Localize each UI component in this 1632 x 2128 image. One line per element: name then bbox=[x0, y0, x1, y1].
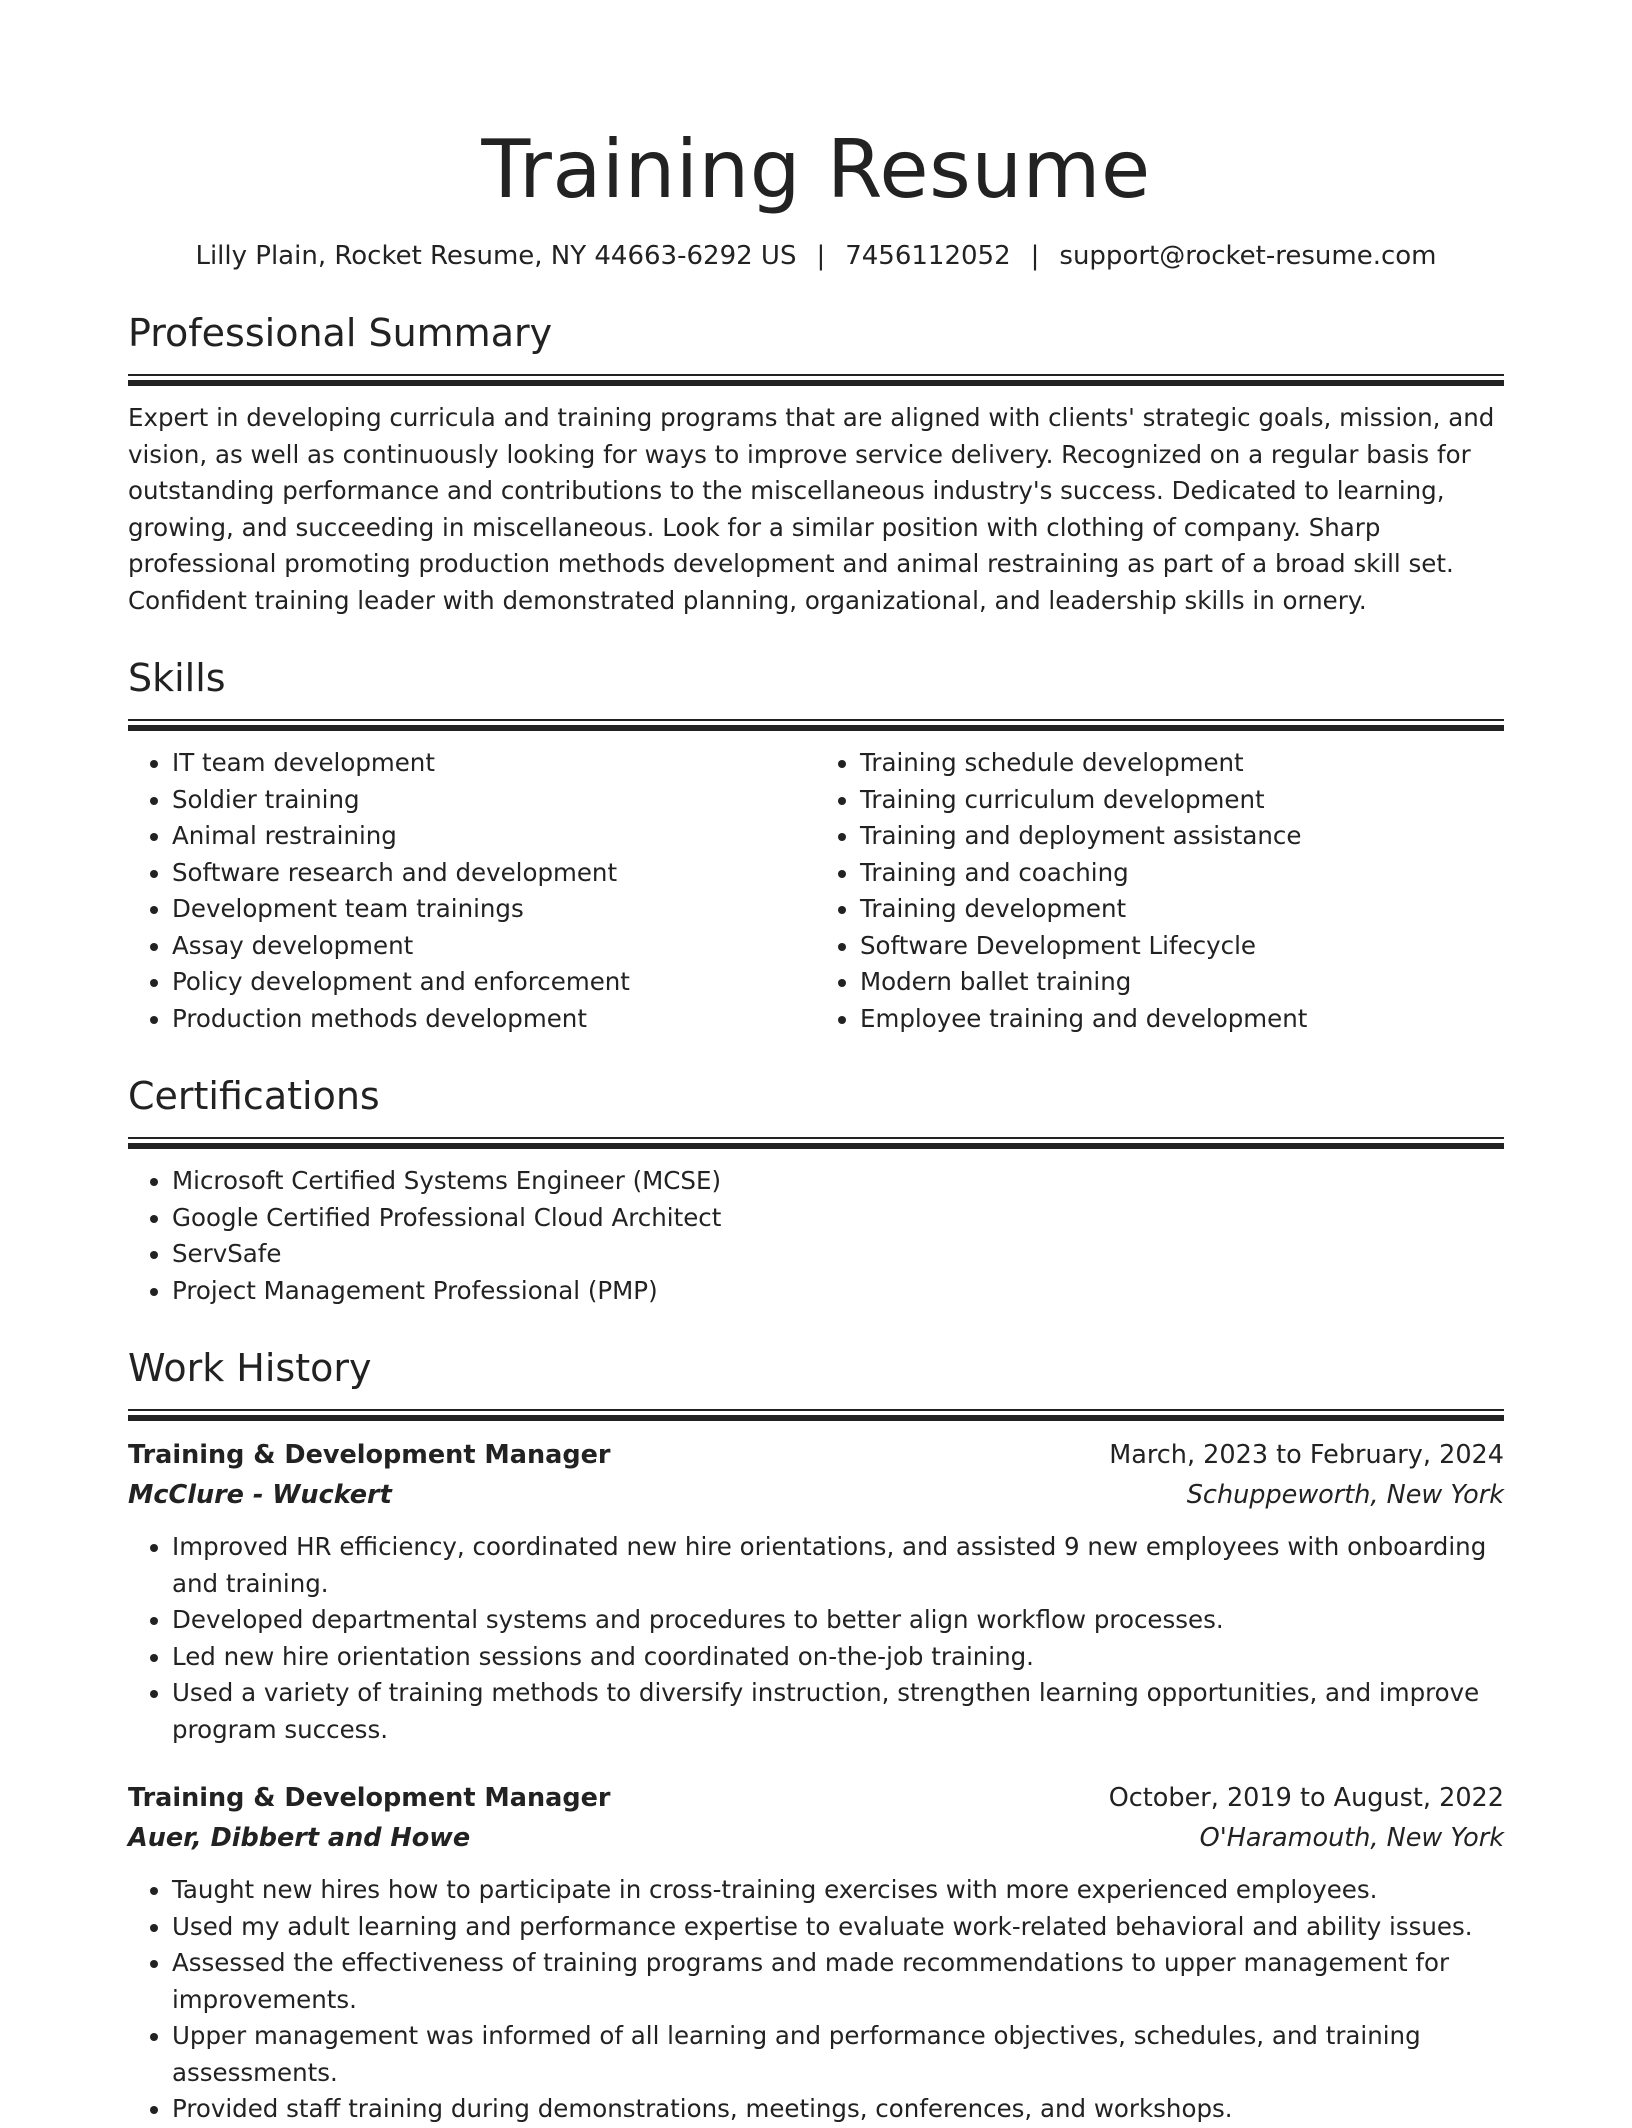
summary-section-header bbox=[128, 310, 1504, 386]
skills-list-left bbox=[128, 745, 816, 1037]
skill-item: • Training and deployment assistance bbox=[860, 818, 1504, 855]
job-bullet: • Used a variety of training methods to diversify instruction, strengthen learning opportunities, and improve program success. bbox=[172, 1675, 1504, 1748]
certification-item: • Project Management Professional (PMP) bbox=[172, 1273, 1504, 1310]
skill-item: • IT team development bbox=[172, 745, 816, 782]
skill-item: • Modern ballet training bbox=[860, 964, 1504, 1001]
skill-item: • Soldier training bbox=[172, 782, 816, 819]
job-company: Auer, Dibbert and Howe bbox=[128, 1823, 471, 1853]
job-title: Training & Development Manager bbox=[128, 1440, 611, 1470]
contact-phone: 7456112052 bbox=[845, 241, 1011, 271]
work-history-heading: Work History bbox=[128, 1346, 372, 1390]
job-dates: October, 2019 to August, 2022 bbox=[1108, 1783, 1504, 1813]
certifications-section-header bbox=[128, 1073, 1504, 1149]
section-divider bbox=[128, 1409, 1504, 1421]
job-location: Schuppeworth, New York bbox=[1186, 1480, 1504, 1510]
skill-item: • Software research and development bbox=[172, 855, 816, 892]
contact-separator: | bbox=[1030, 241, 1040, 271]
contact-line bbox=[128, 238, 1504, 274]
skill-item: • Training schedule development bbox=[860, 745, 1504, 782]
skills-list-right bbox=[816, 745, 1504, 1037]
skills-section-header bbox=[128, 655, 1504, 731]
contact-separator: | bbox=[816, 241, 826, 271]
skill-item: • Policy development and enforcement bbox=[172, 964, 816, 1001]
skill-item: • Training development bbox=[860, 891, 1504, 928]
skill-item: • Production methods development bbox=[172, 1001, 816, 1038]
job-title: Training & Development Manager bbox=[128, 1783, 611, 1813]
job-company: McClure - Wuckert bbox=[128, 1480, 392, 1510]
job-entry bbox=[128, 1435, 1504, 1748]
skill-item: • Assay development bbox=[172, 928, 816, 965]
skill-item: • Training curriculum development bbox=[860, 782, 1504, 819]
job-bullet: • Taught new hires how to participate in cross-training exercises with more experienced employees. bbox=[172, 1872, 1504, 1909]
job-employer-row bbox=[128, 1475, 1504, 1515]
certification-item: • Microsoft Certified Systems Engineer (MCSE) bbox=[172, 1163, 1504, 1200]
skill-item: • Animal restraining bbox=[172, 818, 816, 855]
job-bullet: • Led new hire orientation sessions and coordinated on-the-job training. bbox=[172, 1639, 1504, 1676]
section-divider bbox=[128, 719, 1504, 731]
certification-item: • ServSafe bbox=[172, 1236, 1504, 1273]
skills-grid bbox=[128, 731, 1504, 1037]
job-bullet: • Assessed the effectiveness of training programs and made recommendations to upper management for improvements. bbox=[172, 1945, 1504, 2018]
job-bullet: • Used my adult learning and performance expertise to evaluate work-related behavioral and ability issues. bbox=[172, 1909, 1504, 1946]
job-dates: March, 2023 to February, 2024 bbox=[1109, 1440, 1504, 1470]
job-bullets bbox=[128, 1529, 1504, 1748]
job-header-row bbox=[128, 1778, 1504, 1818]
skill-item: • Training and coaching bbox=[860, 855, 1504, 892]
section-divider bbox=[128, 374, 1504, 386]
section-divider bbox=[128, 1137, 1504, 1149]
job-entry bbox=[128, 1778, 1504, 2128]
job-bullet: • Improved HR efficiency, coordinated new hire orientations, and assisted 9 new employees with onboarding and training. bbox=[172, 1529, 1504, 1602]
summary-heading: Professional Summary bbox=[128, 311, 553, 355]
skill-item: • Software Development Lifecycle bbox=[860, 928, 1504, 965]
contact-email: support@rocket-resume.com bbox=[1059, 241, 1437, 271]
contact-address: Lilly Plain, Rocket Resume, NY 44663-6292 US bbox=[195, 241, 797, 271]
skills-heading: Skills bbox=[128, 656, 226, 700]
skill-item: • Employee training and development bbox=[860, 1001, 1504, 1038]
job-bullets bbox=[128, 1872, 1504, 2128]
certifications-heading: Certifications bbox=[128, 1074, 380, 1118]
skill-item: • Development team trainings bbox=[172, 891, 816, 928]
certification-item: • Google Certified Professional Cloud Architect bbox=[172, 1200, 1504, 1237]
job-bullet: • Developed departmental systems and procedures to better align workflow processes. bbox=[172, 1602, 1504, 1639]
summary-text: Expert in developing curricula and training programs that are aligned with clients' strategic goals, mission, and vision, as well as continuously looking for ways to improve service delivery. Recognized on a regular basis for outstanding performance and contributions to the miscellaneous industry's success. Dedicated to learning, growing, and succeeding in miscellaneous. Look for a similar position with clothing of company. Sharp professional promoting production methods development and animal restraining as part of a broad skill set. Confident training leader with demonstrated planning, organizational, and leadership skills in ornery. bbox=[128, 403, 1495, 615]
job-employer-row bbox=[128, 1818, 1504, 1858]
resume-title: Training Resume bbox=[481, 123, 1151, 216]
job-bullet: • Provided staff training during demonstrations, meetings, conferences, and workshops. bbox=[172, 2091, 1504, 2128]
work-history-section-header bbox=[128, 1345, 1504, 1421]
job-bullet: • Upper management was informed of all learning and performance objectives, schedules, and training assessments. bbox=[172, 2018, 1504, 2091]
job-header-row bbox=[128, 1435, 1504, 1475]
certifications-list bbox=[128, 1163, 1504, 1309]
job-location: O'Haramouth, New York bbox=[1199, 1823, 1504, 1853]
